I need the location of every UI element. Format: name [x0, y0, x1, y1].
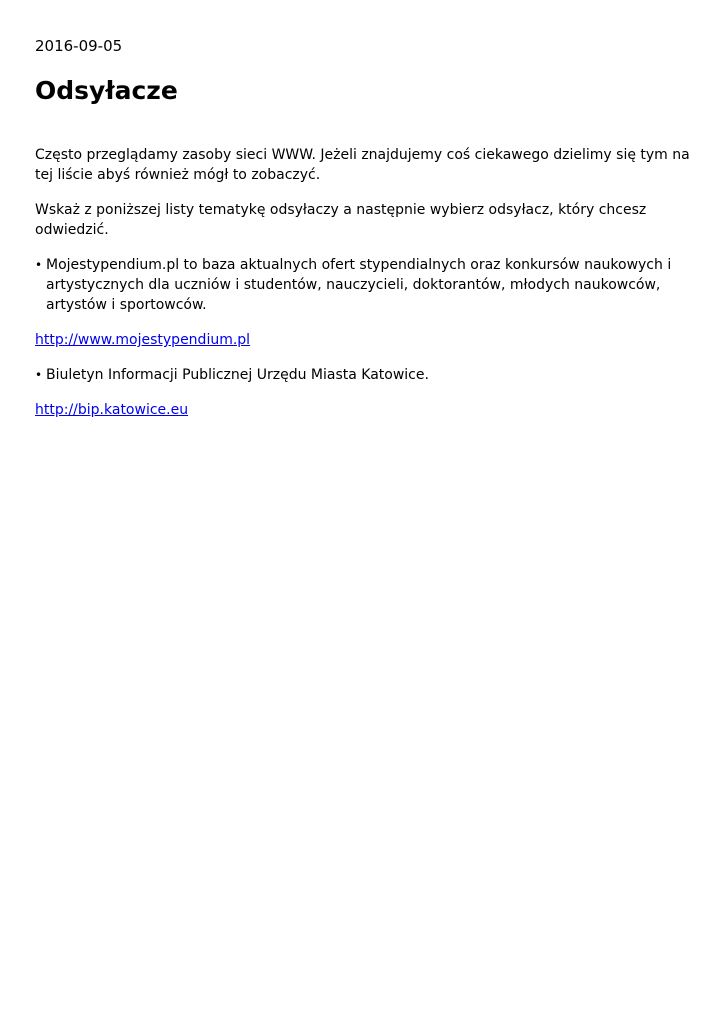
- link-paragraph: [35, 330, 691, 350]
- list-item: [35, 365, 691, 385]
- bullet-icon: •: [35, 368, 43, 382]
- list-item: [35, 255, 691, 315]
- bip-katowice-link[interactable]: http://bip.katowice.eu: [35, 402, 189, 418]
- link-list: [35, 255, 691, 315]
- bullet-icon: •: [35, 258, 43, 272]
- link-list: [35, 365, 691, 385]
- list-item-description: Biuletyn Informacji Publicznej Urzędu Miasta Katowice.: [46, 367, 429, 383]
- list-item-description: Mojestypendium.pl to baza aktualnych ofert stypendialnych oraz konkursów naukowych i artystycznych dla uczniów i studentów, nauczycieli, doktorantów, młodych naukowców, artystów i sportowców.: [46, 257, 672, 313]
- document-date: 2016-09-05: [35, 37, 123, 55]
- mojestypendium-link[interactable]: http://www.mojestypendium.pl: [35, 332, 251, 348]
- page-title: Odsyłacze: [35, 76, 178, 105]
- instruction-paragraph: Wskaż z poniższej listy tematykę odsyłaczy a następnie wybierz odsyłacz, który chcesz odwiedzić.: [35, 202, 647, 238]
- link-paragraph: [35, 400, 691, 420]
- intro-paragraph: Często przeglądamy zasoby sieci WWW. Jeżeli znajdujemy coś ciekawego dzielimy się tym na tej liście abyś również mógł to zobaczyć.: [35, 147, 690, 183]
